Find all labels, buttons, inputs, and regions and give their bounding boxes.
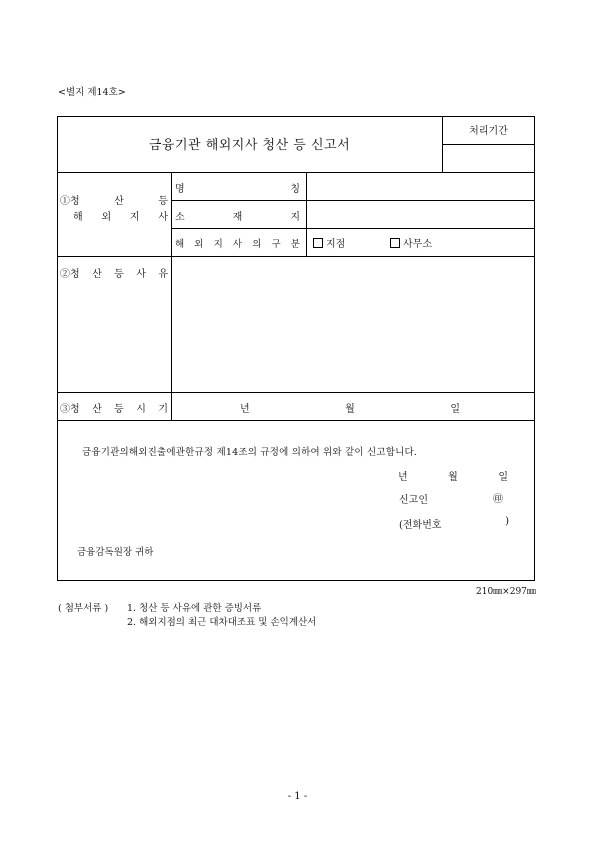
row-divider	[57, 392, 535, 393]
address-field[interactable]	[307, 201, 534, 227]
reporter-label: 신고인	[399, 495, 428, 506]
form-title: 금융기관 해외지사 청산 등 신고서	[148, 138, 351, 153]
address-label: 소 재 지	[175, 212, 300, 223]
phone-number-field[interactable]: (전화번호 )	[399, 516, 509, 531]
attachments-label: ( 첨부서류 )	[58, 603, 109, 614]
section2-label: ②청 산 등 사 유	[60, 269, 168, 280]
page-number: - 1 -	[287, 791, 308, 802]
option-branch-label: 지점	[326, 239, 346, 250]
row-divider	[171, 228, 535, 229]
processing-period-label: 처리기간	[469, 126, 508, 137]
section1-label: ①청 산 등	[60, 196, 168, 207]
row-divider	[57, 420, 535, 421]
branch-type-label: 해 외 지 사 의 구 분	[175, 239, 300, 250]
paper-size: 210㎜×297㎜	[476, 587, 536, 597]
form-reference: <별지 제14호>	[58, 87, 126, 98]
option-office[interactable]	[390, 235, 432, 250]
liquidation-date-field[interactable]: 년 월 일	[240, 404, 460, 415]
checkbox-branch[interactable]	[313, 238, 323, 248]
option-office-label: 사무소	[403, 239, 432, 250]
option-branch[interactable]	[313, 235, 345, 250]
checkbox-office[interactable]	[390, 238, 400, 248]
section1-label-line2: 해 외 지 사	[73, 212, 168, 223]
addressee: 금융감독원장 귀하	[77, 547, 154, 558]
name-label: 명 칭	[175, 184, 300, 195]
signature-date[interactable]: 년 월 일	[398, 472, 508, 483]
attachment-item: 2. 해외지점의 최근 대차대조표 및 손익계산서	[127, 617, 317, 628]
section3-label: ③청 산 등 시 기	[60, 404, 168, 415]
seal-mark: ㊞	[493, 494, 503, 505]
attachment-item: 1. 청산 등 사유에 관한 증빙서류	[127, 603, 262, 614]
reason-field[interactable]	[172, 257, 534, 391]
processing-period-field[interactable]	[443, 145, 534, 171]
name-field[interactable]	[307, 173, 534, 199]
declaration-statement: 금융기관의해외진출에관한규정 제14조의 규정에 의하여 위와 같이 신고합니다.	[82, 447, 418, 458]
